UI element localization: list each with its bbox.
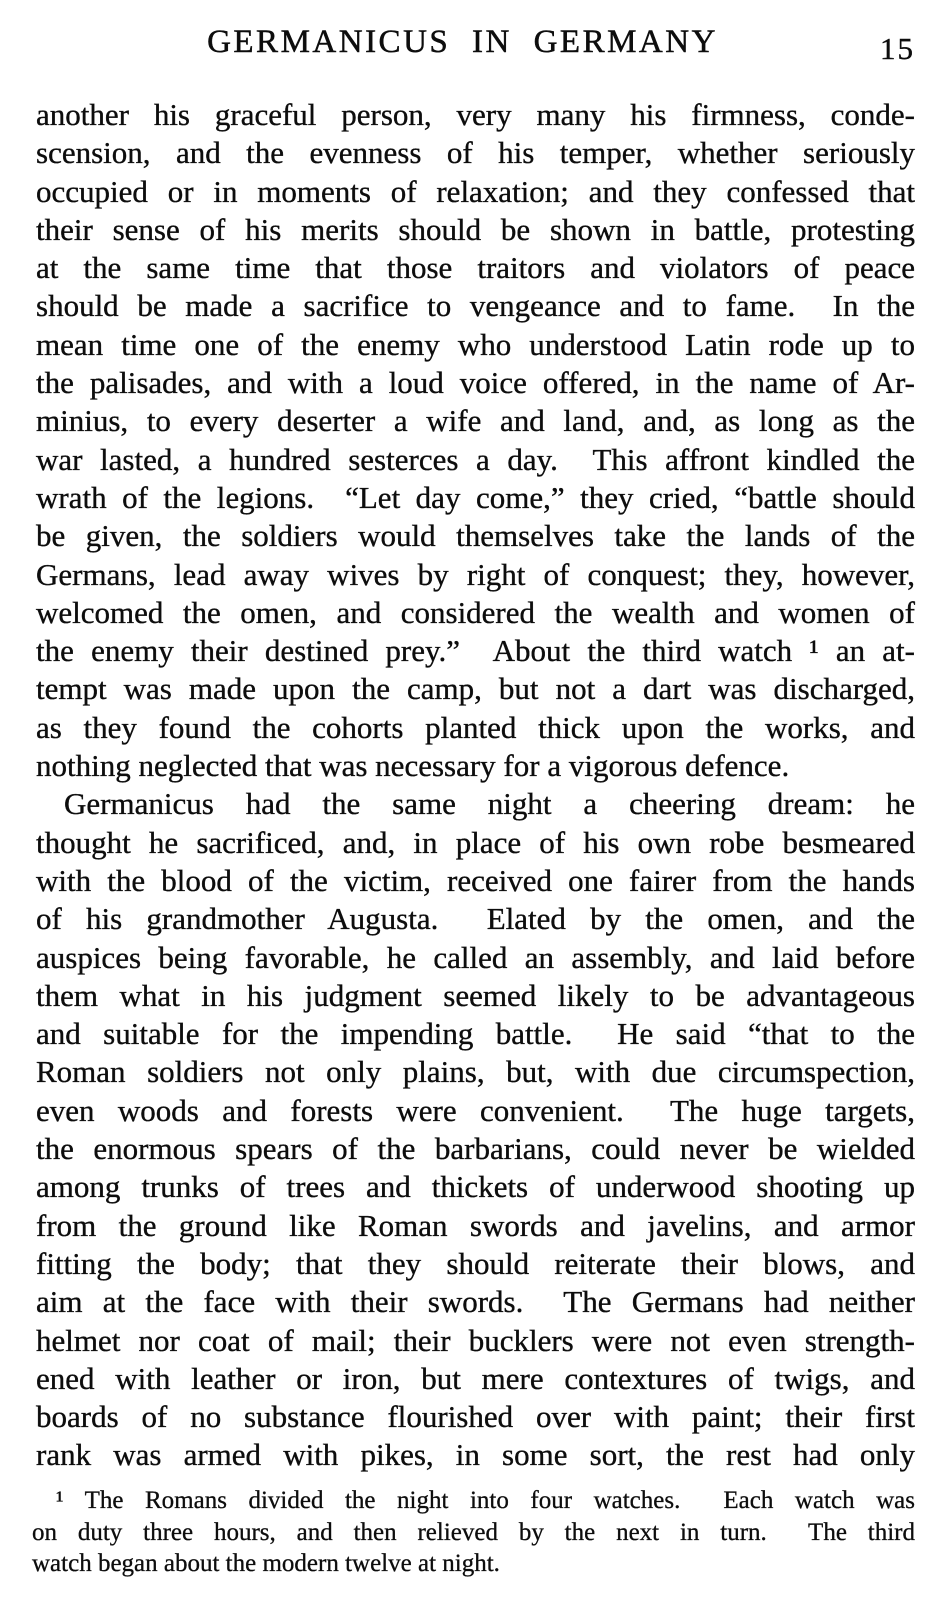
text-line: and suitable for the impending battle. He said “that to the — [36, 1016, 915, 1052]
text-line: another his graceful person, very many his firmness, conde- — [36, 97, 915, 132]
text-line: of his grandmother Augusta. Elated by the omen, and the — [36, 901, 915, 937]
footnote-line: on duty three hours, and then relieved by the next in turn. The third — [32, 1518, 915, 1546]
text-line: with the blood of the victim, received one fairer from the hands — [36, 862, 915, 898]
text-line: the palisades, and with a loud voice offered, in the name of Ar- — [36, 365, 915, 401]
text-line: at the same time that those traitors and violators of peace — [36, 250, 915, 286]
text-line: occupied or in moments of relaxation; and they confessed that — [36, 173, 915, 209]
text-line: fitting the body; that they should reiterate their blows, and — [36, 1245, 915, 1281]
text-line: from the ground like Roman swords and javelins, and armor — [36, 1207, 915, 1243]
text-line: scension, and the evenness of his temper, whether seriously — [36, 135, 915, 171]
paragraph — [36, 96, 915, 785]
text-line: even woods and forests were convenient. The huge targets, — [36, 1092, 915, 1128]
text-line: among trunks of trees and thickets of underwood shooting up — [36, 1169, 915, 1205]
text-line: the enormous spears of the barbarians, could never be wielded — [36, 1131, 915, 1167]
text-line: aim at the face with their swords. The Germans had neither — [36, 1284, 915, 1320]
text-line: Germans, lead away wives by right of conquest; they, however, — [36, 556, 915, 592]
text-line: Germanicus had the same night a cheering dream: he — [64, 786, 915, 822]
footnote-line: ¹ The Romans divided the night into four watches. Each watch was — [56, 1487, 915, 1514]
text-line: as they found the cohorts planted thick upon the works, and — [36, 709, 915, 745]
page-title: GERMANICUS IN GERMANY — [207, 24, 718, 60]
text-line: boards of no substance flourished over with paint; their first — [36, 1399, 915, 1435]
text-line: thought he sacrificed, and, in place of his own robe besmeared — [36, 824, 915, 860]
footnote-line: watch began about the modern twelve at night. — [32, 1550, 500, 1577]
running-header — [36, 24, 915, 68]
text-line: them what in his judgment seemed likely to be advantageous — [36, 977, 915, 1013]
text-line: ened with leather or iron, but mere contextures of twigs, and — [36, 1360, 915, 1396]
text-line: the enemy their destined prey.” About the third watch ¹ an at- — [36, 633, 915, 669]
paragraph — [36, 785, 915, 1474]
text-line: wrath of the legions. “Let day come,” they cried, “battle should — [36, 479, 915, 515]
text-line: helmet nor coat of mail; their bucklers were not even strength- — [36, 1322, 915, 1358]
text-line: rank was armed with pikes, in some sort, the rest had only — [36, 1437, 915, 1473]
text-line: auspices being favorable, he called an assembly, and laid before — [36, 939, 915, 975]
text-line: nothing neglected that was necessary for a vigorous defence. — [36, 748, 790, 784]
text-line: welcomed the omen, and considered the wealth and women of — [36, 594, 915, 630]
text-line: be given, the soldiers would themselves take the lands of the — [36, 518, 915, 554]
text-line: should be made a sacrifice to vengeance and to fame. In the — [36, 288, 915, 324]
footnote — [32, 1485, 915, 1580]
text-line: tempt was made upon the camp, but not a dart was discharged, — [36, 671, 915, 707]
text-line: war lasted, a hundred sesterces a day. This affront kindled the — [36, 441, 915, 477]
text-line: mean time one of the enemy who understood Latin rode up to — [36, 326, 915, 362]
page-number: 15 — [880, 31, 915, 66]
text-line: minius, to every deserter a wife and land, and, as long as the — [36, 403, 915, 439]
text-line: Roman soldiers not only plains, but, with due circumspection, — [36, 1054, 915, 1090]
text-body — [36, 96, 915, 1475]
text-line: their sense of his merits should be shown in battle, protesting — [36, 211, 915, 247]
